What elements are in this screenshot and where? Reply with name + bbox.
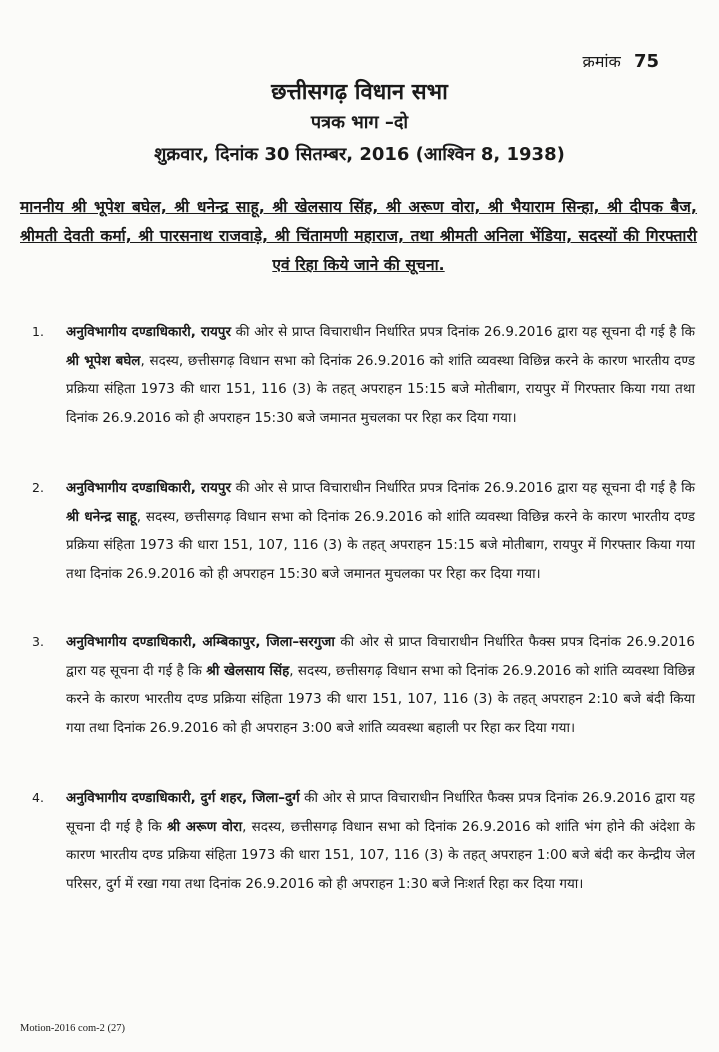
item-text-b: , सदस्य, छत्तीसगढ़ विधान सभा को दिनांक 26.9.2016 को शांति भंग होने की अंदेशा के कारण भारतीय दण्ड प्रक्रिया संहिता 1973 की धारा 151, 107, 116 (3) के तहत् अपराहन 1:00 बजे बंदी कर केन्द्रीय जेल परिसर, दुर्ग में रखा गया तथा दिनांक 26.9.2016 को ही अपराहन 1:30 बजे निःशर्त रिहा कर दिया गया। [66,818,695,892]
serial-label: क्रमांक [582,52,621,71]
item-text [66,784,695,898]
item-number: 3. [32,634,44,649]
item-number: 4. [32,790,44,805]
item-authority: अनुविभागीय दण्डाधिकारी, दुर्ग शहर, जिला–दुर्ग [66,790,300,806]
item-text-a: की ओर से प्राप्त विचाराधीन निर्धारित प्रपत्र दिनांक 26.9.2016 द्वारा यह सूचना दी गई है कि [230,324,695,340]
notice-items [32,318,695,940]
item-text-b: , सदस्य, छत्तीसगढ़ विधान सभा को दिनांक 26.9.2016 को शांति व्यवस्था विछिन्न करने के कारण भारतीय दण्ड प्रक्रिया संहिता 1973 की धारा 151, 107, 116 (3) के तहत् अपराहन 2:10 बजे बंदी किया गया तथा दिनांक 26.9.2016 को ही अपराहन 3:00 बजे शांति व्यवस्था बहाली पर रिहा कर दिया गया। [66,662,695,736]
item-text-b: , सदस्य, छत्तीसगढ़ विधान सभा को दिनांक 26.9.2016 को शांति व्यवस्था विछिन्न करने के कारण भारतीय दण्ड प्रक्रिया संहिता 1973 की धारा 151, 107, 116 (3) के तहत् अपराहन 15:15 बजे मोतीबाग, रायपुर में गिरफ्तार किया गया तथा दिनांक 26.9.2016 को ही अपराहन 15:30 बजे जमानत मुचलका पर रिहा कर दिया गया। [66,508,695,582]
bulletin-subtitle: पत्रक भाग –दो [310,112,409,133]
item-text [66,474,695,588]
item-text-a: की ओर से प्राप्त विचाराधीन निर्धारित प्रपत्र दिनांक 26.9.2016 द्वारा यह सूचना दी गई है कि [230,480,695,496]
item-text-a: की ओर से प्राप्त विचाराधीन निर्धारित फैक्स प्रपत्र दिनांक 26.9.2016 द्वारा यह सूचना दी गई है कि [66,790,695,835]
item-text [66,318,695,432]
item-member: श्री भूपेश बघेल [66,352,141,369]
item-text-b: , सदस्य, छत्तीसगढ़ विधान सभा को दिनांक 26.9.2016 को शांति व्यवस्था विछिन्न करने के कारण भारतीय दण्ड प्रक्रिया संहिता 1973 की धारा 151, 116 (3) के तहत् अपराहन 15:15 बजे मोतीबाग, रायपुर में गिरफ्तार किया गया तथा दिनांक 26.9.2016 को ही अपराहन 15:30 बजे जमानत मुचलका पर रिहा कर दिया गया। [66,352,695,426]
notice-heading: माननीय श्री भूपेश बघेल, श्री धनेन्द्र साहू, श्री खेलसाय सिंह, श्री अरूण वोरा, श्री भैयाराम सिन्हा, श्री दीपक बैज, श्रीमती देवती कर्मा, श्री पारसनाथ राजवाड़े, श्री चिंतामणी महाराज, तथा श्रीमती अनिला भेंडिया, सदस्यों की गिरफ्तारी एवं रिहा किये जाने की सूचना. [20,198,697,274]
item-text-a: की ओर से प्राप्त विचाराधीन निर्धारित फैक्स प्रपत्र दिनांक 26.9.2016 द्वारा यह सूचना दी गई है कि [66,634,695,679]
notice-item [32,784,695,898]
item-number: 2. [32,480,44,495]
item-number: 1. [32,324,44,339]
notice-item [32,628,695,742]
notice-item [32,474,695,588]
page-footer: Motion-2016 com-2 (27) [20,1023,125,1034]
item-member: श्री धनेन्द्र साहू [66,508,137,525]
notice-item [32,318,695,432]
item-authority: अनुविभागीय दण्डाधिकारी, अम्बिकापुर, जिला–सरगुजा [66,634,335,650]
item-member: श्री खेलसाय सिंह [206,662,290,679]
item-text [66,628,695,742]
item-authority: अनुविभागीय दण्डाधिकारी, रायपुर [66,480,231,496]
date-line: शुक्रवार, दिनांक 30 सितम्बर, 2016 (आश्विन 8, 1938) [154,144,565,165]
serial-value: 75 [633,51,659,72]
item-member: श्री अरूण वोरा [167,818,243,835]
serial-number [583,50,659,72]
item-authority: अनुविभागीय दण्डाधिकारी, रायपुर [66,324,231,340]
assembly-title: छत्तीसगढ़ विधान सभा [271,80,448,105]
